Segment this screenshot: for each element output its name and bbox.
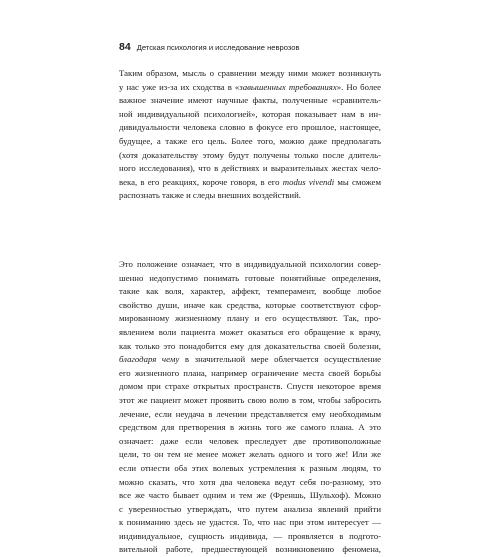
text-line: шенно недопустимо понимать готовые понятийные определения, [119, 272, 381, 283]
text-line: все же часто бывает одним и тем же (Френшь, Шульхоф). Можно [119, 490, 381, 501]
text-line: средством для претворения в жизнь того же самого плана. А это [119, 422, 381, 433]
text-line: у нас уже из-за их сходства в «завышенных требованиях». Но более [119, 81, 381, 92]
text-line: цели, то он тем не менее может желать одного и того же! Или же [119, 449, 381, 460]
italic-phrase: modus vivendi [282, 176, 335, 187]
text-line: если отнести оба этих волевых устремления к разным людям, то [119, 462, 381, 473]
text-line: (хотя доказательству этому будут получены только после длитель- [119, 149, 381, 160]
text-line: этот же пациент может проявить свою волю в том, чтобы забросить [119, 394, 381, 405]
text-line: дивидуальности человека словно в фокусе его прошлое, настоящее, [119, 122, 381, 133]
text-line: домом при страхе открытых пространств. Спустя некоторое время [119, 381, 381, 392]
text-line: мированному жизненному плану и его осуществляют. Так, про- [119, 313, 381, 324]
text-line: будущее, а также его цель. Более того, можно даже предполагать [119, 135, 381, 146]
text-line: такие как воля, характер, аффект, темперамент, вообще любое [119, 286, 381, 297]
text-line: его жизненного плана, например ограничение места своей борьбы [119, 367, 381, 378]
text-line: как только это понадобится ему для доказательства своей болезни, [119, 340, 381, 351]
text-line: века, в его реакциях, короче говоря, в его modus vivendi мы сможем [119, 176, 381, 187]
text-line: вительной работе, предшествующей возникновению феномена, [119, 544, 381, 555]
italic-phrase: завышенных требованиях [239, 81, 337, 92]
text-line: Таким образом, мысль о сравнении между ними может возникнуть [119, 68, 381, 78]
text-line: важное значение имеют научные факты, полученные «сравнитель- [119, 95, 381, 106]
text-line: с уверенностью утверждать, что путем анализа явлений прийти [119, 503, 381, 514]
running-title: Детская психология и исследование неврозов [136, 43, 300, 52]
text-line: можно сказать, что хотя два человека ведут себя по-разному, это [119, 476, 381, 487]
text-line: индивидуальное, сущность индивида, — проявляется в подгото- [119, 530, 381, 541]
text-line: лечение, если неудача в лечении представляется ему необходимым [119, 408, 381, 419]
italic-phrase: благодаря чему [119, 354, 180, 365]
text-line: к пониманию здесь не удастся. То, что нас при этом интересует — [119, 517, 381, 528]
text-line: ного исследования), что в действиях и выразительных жестах чело- [119, 163, 381, 174]
text-line: означает: даже если человек преследует две противоположные [119, 435, 381, 446]
text-line: ной индивидуальной психологией», которая показывает нам в ин- [119, 108, 381, 119]
running-head [119, 41, 300, 53]
page-number: 84 [119, 41, 131, 53]
text-line: распознать также и следы внешних воздействий. [119, 190, 301, 201]
paragraph-1 [119, 67, 381, 203]
text-line: благодаря чему в значительной мере облегчается осуществление [119, 354, 382, 365]
text-line: свойство души, иначе как средства, которые соответствуют сфор- [119, 299, 381, 310]
text-line: явлением воли пациента может оказаться его обращение к врачу, [119, 326, 381, 337]
paragraph-2 [119, 258, 381, 557]
text-line: Это положение означает, что в индивидуальной психологии совер- [119, 259, 381, 269]
